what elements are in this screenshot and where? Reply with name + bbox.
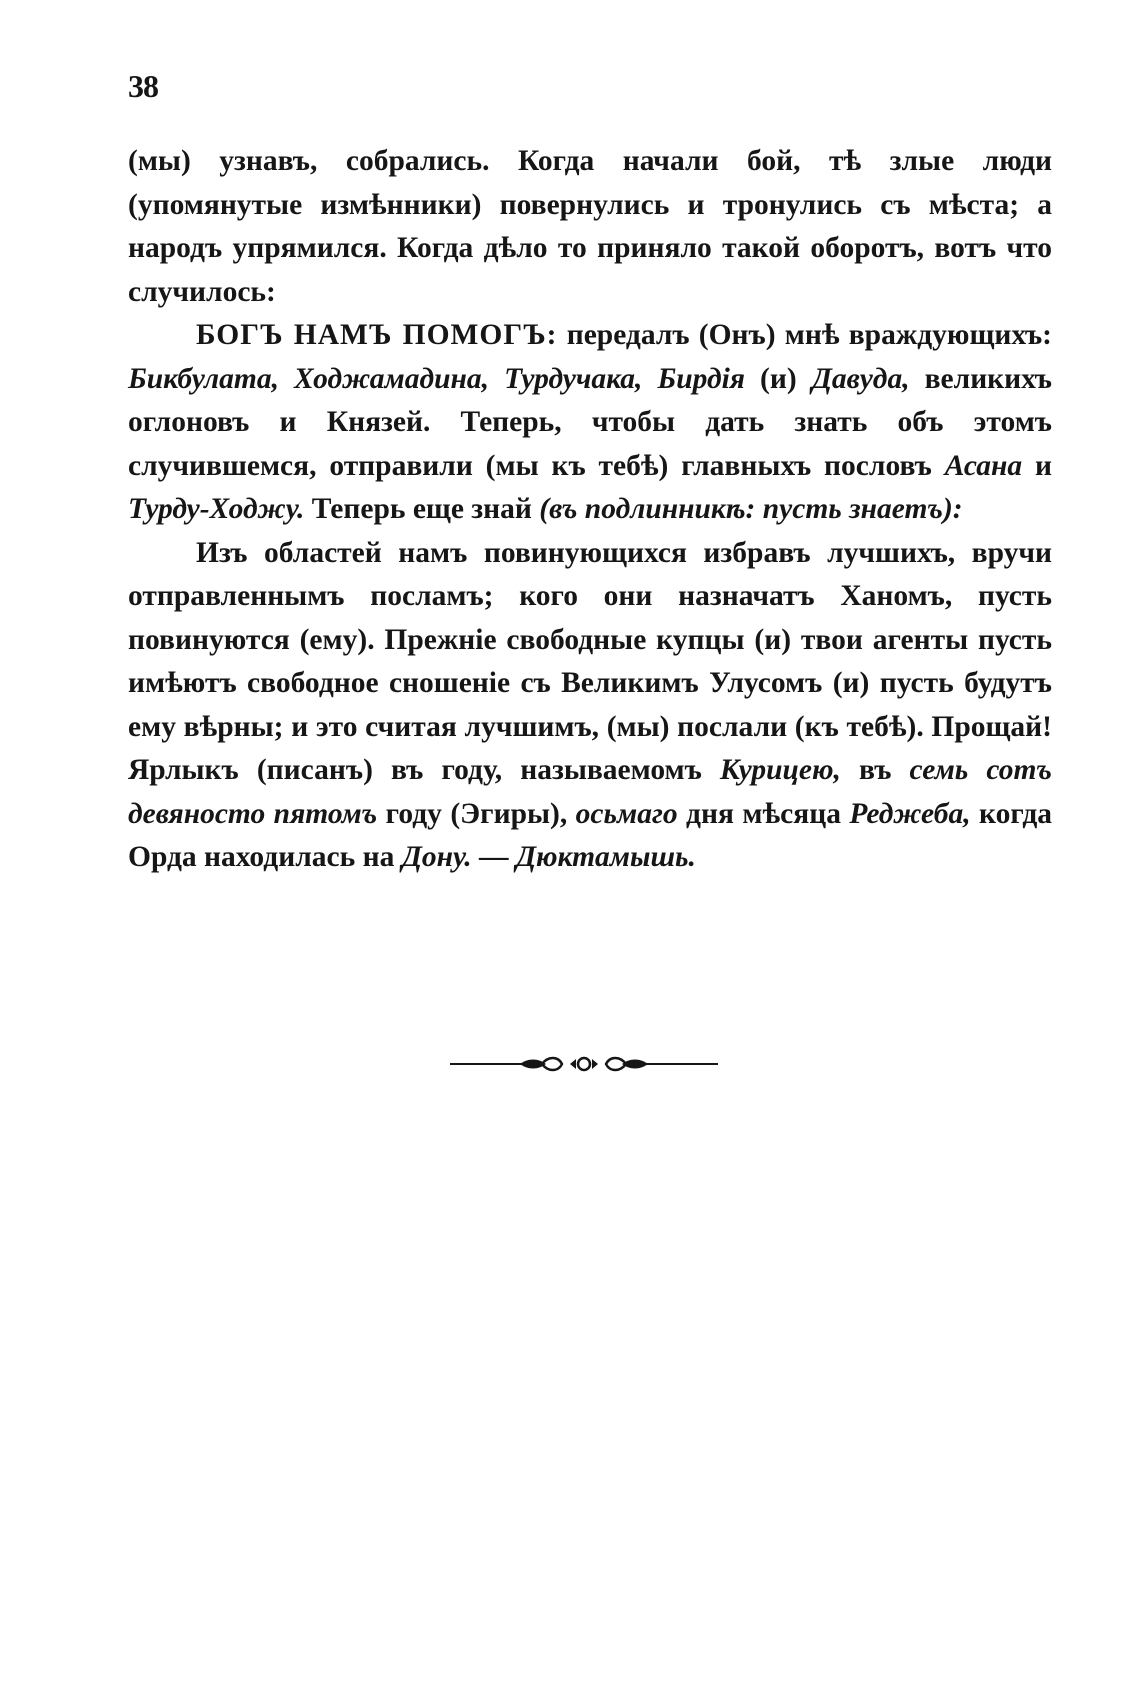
name-turdu-khodzha: Турду-Ходжу.	[128, 493, 305, 525]
emphasis-caps: БОГЪ НАМЪ ПОМОГЪ:	[196, 319, 558, 351]
month-name: Реджеба,	[849, 797, 971, 830]
page-number: 38	[128, 68, 158, 104]
khan-name: Дюктамышь.	[515, 841, 696, 873]
text-run: Изъ областей намъ повинующихся избравъ лучшихъ, вручи отправленнымъ посламъ; кого они назначатъ Ханомъ, пусть повинуются (ему). Прежніе свободные купцы (и) твои агенты пусть имѣютъ свободное сношеніе съ Великимъ Улусомъ (и) пусть будутъ ему вѣрны; и это считая лучшимъ, (мы) послали (къ тебѣ). Прощай! Ярлыкъ (писанъ) въ году, называемомъ	[128, 536, 1052, 786]
paragraph-1-text: (мы) узнавъ, собрались. Когда начали бой, тѣ злые люди (упомянутые измѣнники) повернулись и тронулись съ мѣста; а народъ упрямился. Когда дѣло то приняло такой оборотъ, вотъ что случилось:	[128, 145, 1052, 308]
text-run: великихъ оглоновъ и Князей. Теперь, чтобы дать знать объ этомъ случившемся, отправили (мы къ тебѣ) главныхъ пословъ	[128, 362, 1053, 482]
year-name: Курицею,	[719, 754, 841, 786]
name-birdiy: Бирдія	[657, 362, 745, 395]
name-bikbulat: Бикбулата,	[128, 362, 279, 395]
text-run: дня мѣсяца	[677, 797, 850, 830]
text-run: и	[1022, 449, 1052, 482]
body-text	[128, 140, 1052, 880]
text-run	[279, 363, 294, 395]
text-run: въ	[840, 754, 910, 786]
text-run: (и)	[745, 362, 812, 395]
text-run: когда Орда находилась на	[128, 797, 1052, 873]
ornamental-divider-icon	[450, 1052, 718, 1076]
text-run: году (Эгиры),	[377, 797, 576, 830]
name-turduchak: Турдучака,	[504, 362, 643, 395]
original-note: (въ подлинникѣ: пусть знаетъ):	[539, 493, 963, 525]
name-davud: Давуда,	[811, 362, 910, 395]
paragraph-2	[128, 314, 1052, 532]
text-run: —	[471, 841, 516, 873]
name-asan: Асана	[944, 449, 1023, 482]
text-run	[642, 363, 657, 395]
year-number: семь сотъ девяносто пятомъ	[128, 754, 1052, 830]
day-number: осьмаго	[575, 797, 678, 830]
name-khodzhamadin: Ходжамадина,	[294, 362, 490, 395]
text-run: Теперь еще знай	[304, 493, 540, 525]
paragraph-3	[128, 532, 1052, 880]
text-run	[489, 363, 504, 395]
text-run: передалъ (Онъ) мнѣ враждующихъ:	[557, 319, 1052, 351]
paragraph-1	[128, 140, 1052, 314]
place-name: Дону.	[401, 841, 472, 873]
